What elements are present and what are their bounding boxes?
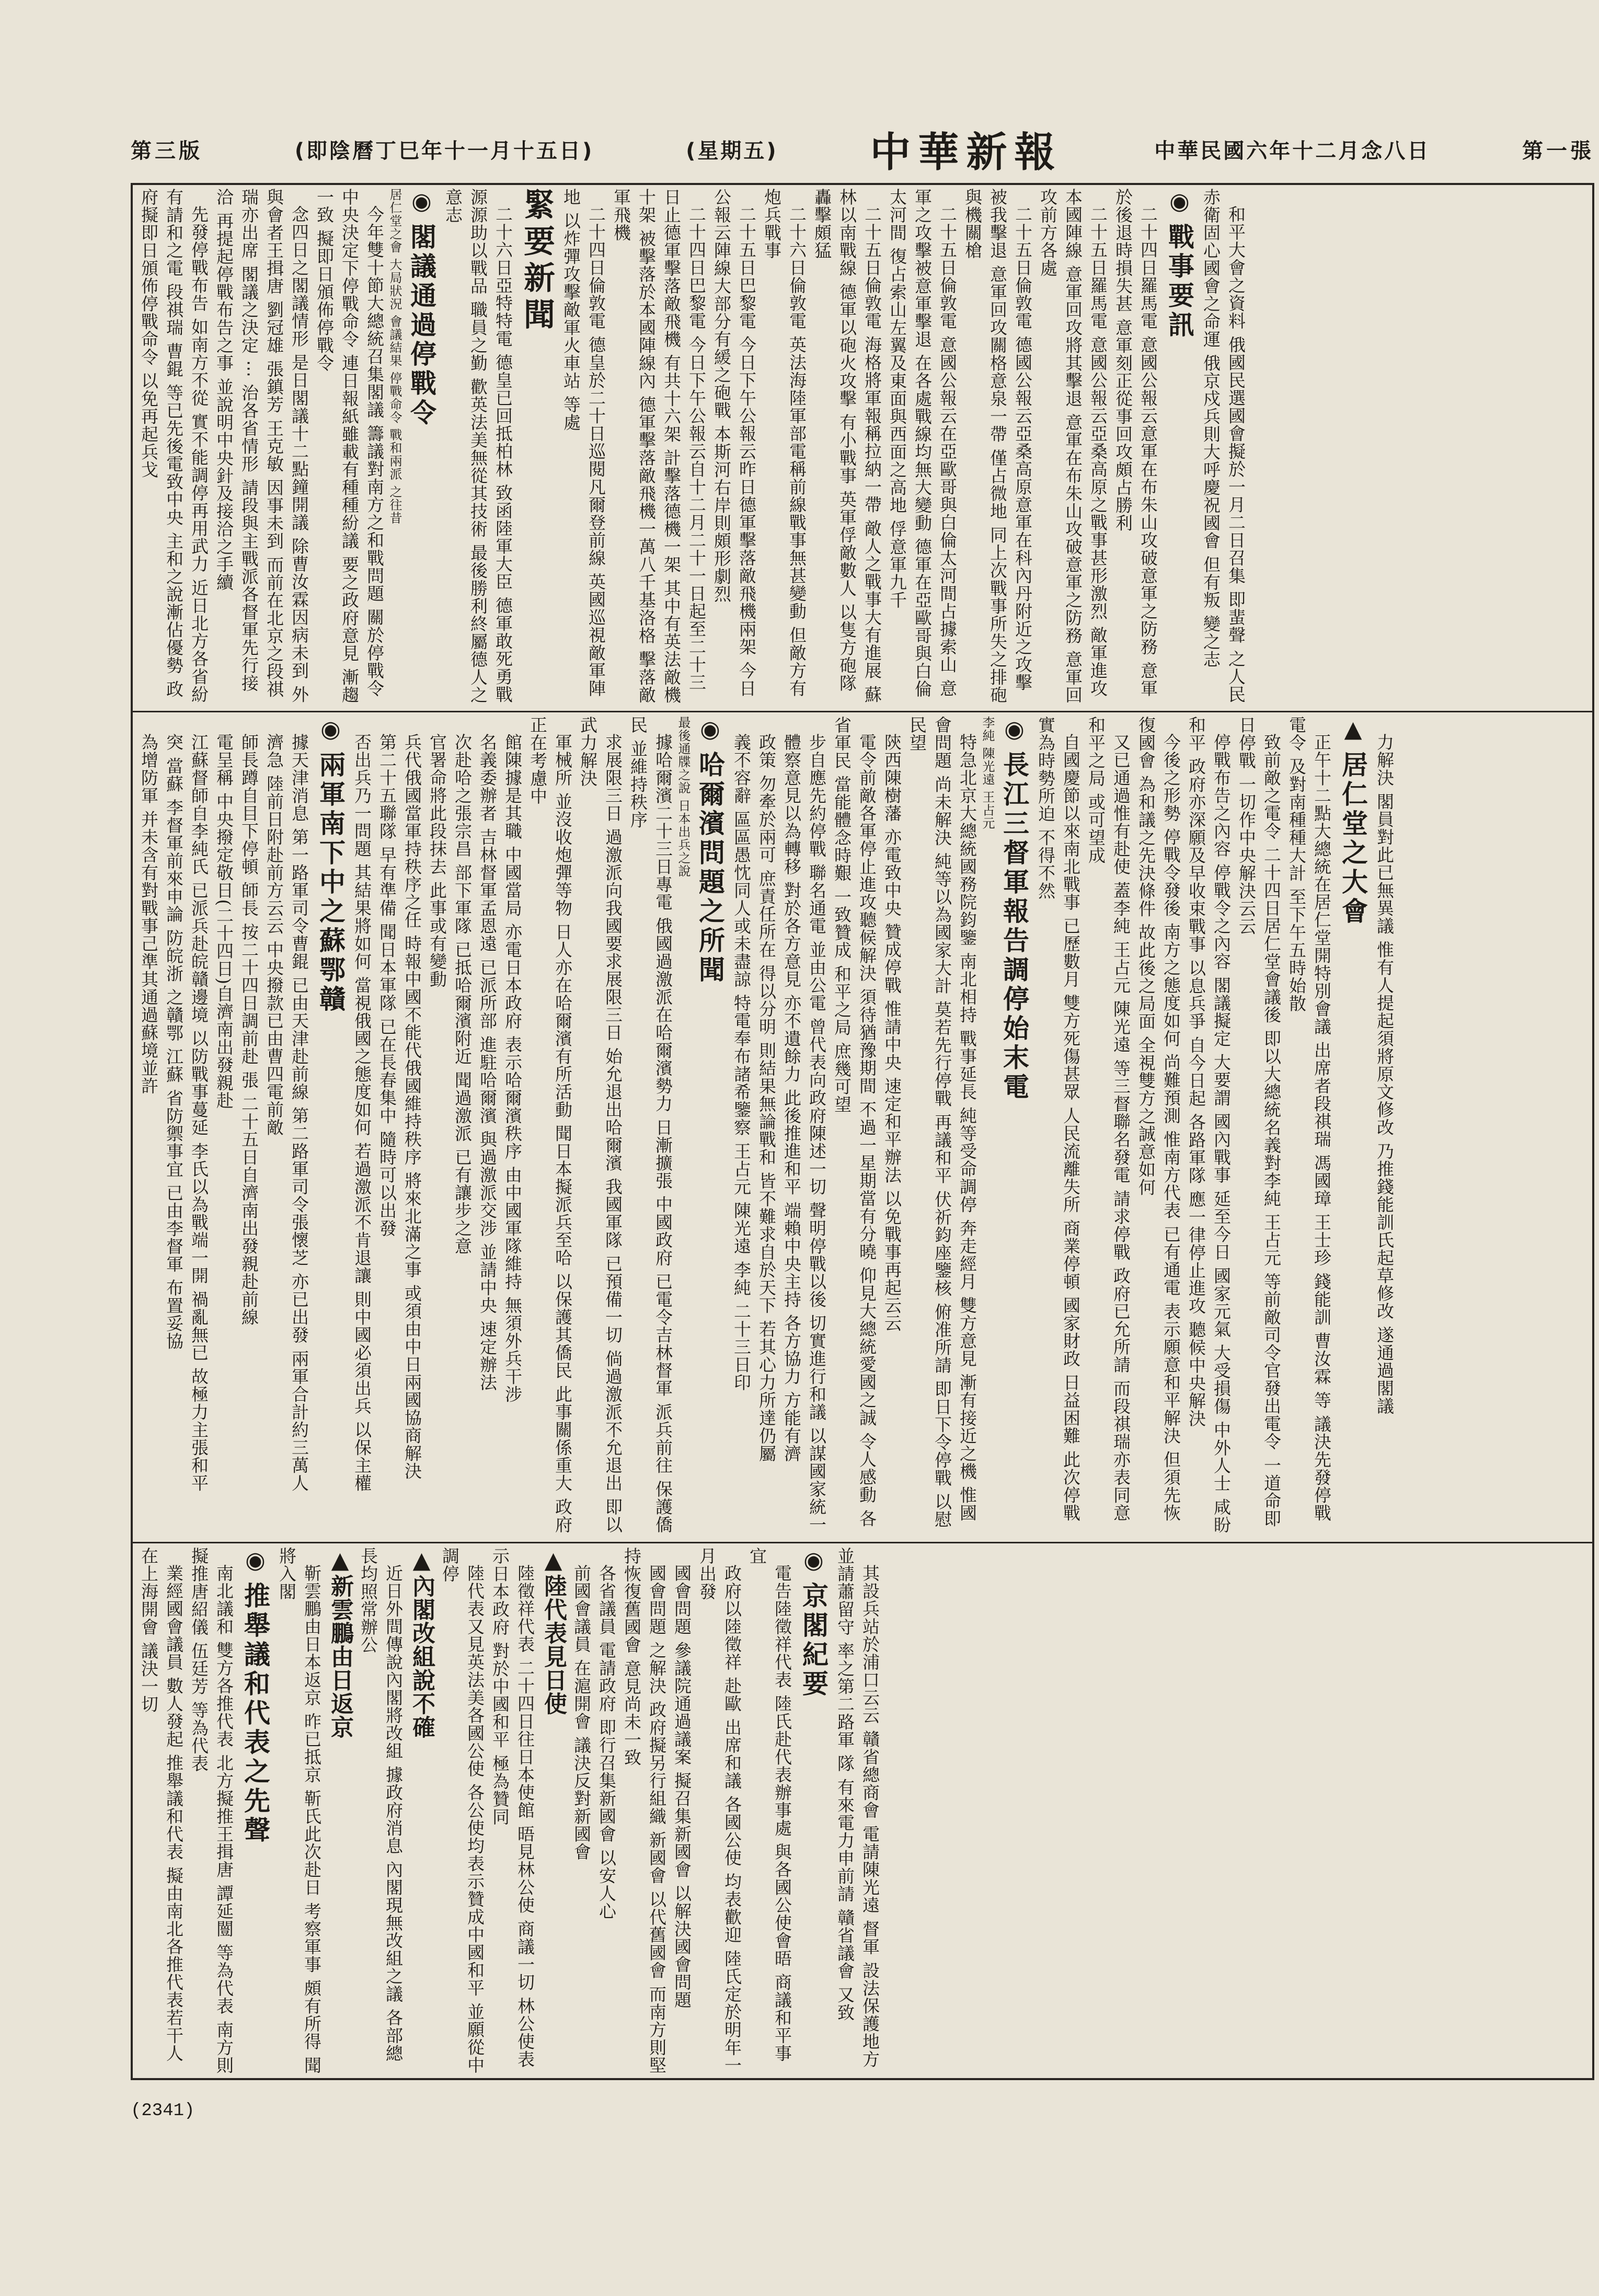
bullet-icon: ▲ — [540, 1547, 567, 1574]
elect-para: 南北議和 雙方各推代表 北方擬推王揖唐 譚延闓 等為代表 南方則擬推唐紹儀 伍廷芳 等為代表 — [189, 1547, 234, 2074]
twoarmy-para: 濟急 陸前日附赴前方云云 中央撥款已由曹四電前敵 — [264, 733, 284, 1136]
war-para: 二十五日倫敦電 德國公報云亞桑高原意軍在科內丹附近之攻擊 被我擊退 意軍回攻關格意泉一帶 僅占微地 同上次戰事所失之排砲與機關槍 — [962, 188, 1033, 704]
lu-para: 陸代表又見英法美各國公使 各公使均表示贊成中國和平 並願從中調停 — [440, 1547, 485, 2074]
harbin-subheads: 最後通牒之說 日本出兵之說 — [676, 716, 691, 878]
ceasefire-heading: ◉閣議通過停戰令 — [402, 188, 440, 706]
inner-heading: ▲內閣改組說不確 — [408, 1547, 435, 1739]
harbin-para: 官署命將此段抹去 此事或有變動 — [427, 733, 447, 988]
war-para: 二十四日羅馬電 意國公報云意軍在布朱山攻破意軍之防務 意軍於後退時損失甚 意軍刻正從事回攻頗占勝利 — [1113, 188, 1158, 697]
lu-para: 陸徵祥代表 二十四日往日本使館 晤見林公使 商議一切 林公使表示日本政府 對於中國和平 極為贊同 — [490, 1547, 535, 2068]
juren-para: 又已通過惟有赴使 蓋李純 王占元 陳光遠 等三督聯名發電 請求停戰 政府已允所請 而段祺瑞亦表同意 和平之局 或可望成 — [1086, 716, 1131, 1522]
lunar-date: (即陰曆丁巳年十一月十五日) — [294, 139, 594, 163]
bullet-icon: ◉ — [242, 1547, 269, 1577]
bullet-icon: ◉ — [317, 716, 344, 746]
bottom-flow — [136, 1547, 882, 2075]
harbin-para: 軍械所 並沒收炮彈等物 日人亦在哈爾濱有所活動 聞日本擬派兵至哈 以保護其僑民 此事關係重大 政府正在考慮中 — [527, 716, 573, 1533]
yangtze-para: 體察意見以為轉移 對於各方意見 亦不遺餘力 此後推進和平 端賴中央主持 各方協力 方能有濟 — [781, 733, 802, 1462]
jinghua-heading: ◉京閣紀要 — [795, 1547, 832, 2075]
section-label: 第一張 — [1522, 139, 1594, 163]
tier-divider — [131, 1542, 1594, 1543]
urgent-para: 二十六日亞特特電 德皇已回抵柏林 致函陸軍大臣 德軍敢死勇戰 源源助以戰品 職員之勤 歡英法美無從其技術 最後勝利終屬德人之意志 — [443, 188, 513, 704]
war-para: 二十五日倫敦電 海格將軍報稱拉納一帶 敵人之戰事大有進展 蘇林以南戰線 德軍以砲火攻擊 有小戰事 英軍俘敵數人 以隻方砲隊轟擊頗猛 — [812, 188, 882, 703]
harbin-para: 否出兵乃一問題 其結果將如何 當視俄國之態度如何 若過激派不肯退讓 則中國必須出兵 以保主權 — [352, 733, 372, 1492]
page-number-label — [131, 134, 203, 164]
harbin-para: 據哈爾濱二十三日專電 俄國過激派在哈爾濱勢力 日漸擴張 中國政府 已電令吉林督軍 派兵前往 保護僑民 並維持秩序 — [628, 716, 673, 1533]
masthead — [131, 120, 1594, 178]
juren-para: 停戰布告之內容 停戰令之內容 閣議擬定 大要謂 國內戰事 延至今日 國家元氣 大受損傷 中外人士 咸盼和平 政府亦深願及早收束戰事 以息兵爭 自今日起 各路軍隊 應一律停止進攻 聽候中央解決 — [1186, 716, 1232, 1534]
twoarmy-para: 師長蹲自目下停頓 師長 按二十四日調前赴 張 二十五日自濟南出發親赴前線 — [239, 733, 259, 1326]
yangtze-para: 電令前敵各軍停止進攻聽候解決 須待猶豫期間 不過一星期當有分曉 仰見大總統愛國之誠 令人感動 各省軍民 當能體念時艱 一致贊成 和平之局 庶幾可望 — [832, 716, 877, 1528]
harbin-para: 名義委辦者 吉林督軍孟恩遠 已派所部 進駐哈爾濱 與過激派交涉 並請中央 速定辦法 — [477, 733, 498, 1391]
juren-para: 正午十二點大總統在居仁堂開特別會議 出席者段祺瑞 馮國璋 王士珍 錢能訓 曹汝霖 等 議決先發停戰電令 及對南種種大計 至下午五時始散 — [1286, 716, 1332, 1522]
middle-lead: 力解決 閣員對此已無異議 惟有人提起須將原文修改 乃推錢能訓氏起草修改 遂通過閣議 — [1374, 733, 1395, 1415]
ceasefire-para: 念四日之閣議情形 是日閣議十二點鐘開議 除曹汝霖因病未到 外與會者王揖唐 劉冠雄 張鎮芳 王克敏 因事未到 而前在北京之段祺瑞亦出席 閣議之決定 ⋯ 治各省情形 請段與主戰派各督軍先行接洽 再提起停戰布告之事 並說明中央針及接洽之手續 — [214, 188, 309, 703]
war-para: 二十四日倫敦電 德皇於二十日巡閱凡爾登前線 英國巡視敵軍陣地 以炸彈攻擊敵軍火車站 等處 — [561, 188, 606, 697]
top-lead: 和平大會之資料 俄國民選國會擬於一月二日召集 即蜚聲 之人民赤衛固心國會之命運 俄京戍兵則大呼慶祝國會 但有叛 變之志 — [1201, 188, 1246, 703]
jinghua-para: 各省議員 電請政府 即行召集新國會 以安人心 — [596, 1564, 617, 1920]
harbin-para: 兵代俄國當軍持秩序之任 時報中國不能代俄國維持秩序 將來北滿之事 或須由中日兩國協商解決 — [402, 733, 422, 1480]
newspaper-title: 中華新報 — [870, 129, 1063, 176]
top-flow — [136, 188, 1248, 706]
yangtze-para: 陝西陳樹藩 亦電致中央 贊成停戰 惟請中央 速定和平辦法 以免戰事再起云云 — [882, 733, 902, 1332]
bullet-icon: ◉ — [697, 716, 723, 746]
footer-page-number: (2341) — [131, 2101, 195, 2121]
cloud-para: 靳雲鵬由日本返京 昨已抵京 靳氏此次赴日 考察軍事 頗有所得 聞將入閣 — [277, 1547, 322, 2074]
harbin-para: 館陳據是其職 中國當局 亦電日本政府 表示哈爾濱秩序 由中國軍隊維持 無須外兵干涉 — [502, 733, 523, 1403]
bullet-icon: ◉ — [1166, 188, 1193, 218]
lu-heading: ▲陸代表見日使 — [540, 1547, 567, 1715]
harbin-para: 次赴哈之張宗昌 部下軍隊 已抵哈爾濱附近 聞過激派 已有讓步之意 — [452, 733, 473, 1255]
jinghua-para: 國會問題 參議院通過議案 擬召集新國會 以解決國會問題 — [672, 1564, 692, 2009]
bottom-tier — [136, 1547, 1589, 2075]
twoarmy-heading: ◉兩軍南下中之蘇鄂贛 — [312, 716, 349, 1537]
yangtze-para: 步自應先約停戰 聯名通電 並由公電 曾代表向政府陳述一切 聲明停戰以後 切實進行和議 以謀國家統一 — [807, 733, 827, 1533]
war-para: 二十五日巴黎電 今日下午公報云昨日德軍擊落敵飛機兩架 今日公報云陣線大部分有緩之砲戰 本斯河右岸則頗形劇烈 — [711, 188, 757, 697]
jinghua-para: 國會問題 之解決 政府擬另行組織 新國會 以代舊國會 而南方則堅持恢復舊國會 意見尚未一致 — [622, 1547, 667, 2074]
ceasefire-subheads: 居仁堂之會 大局狀況 會議結果 停戰命令 戰和兩派 之往昔 — [387, 188, 402, 525]
harbin-para: 第二十五聯隊 早有準備 聞日本軍隊 已在長春集中 隨時可以出發 — [377, 733, 397, 1237]
weekday: (星期五) — [686, 139, 778, 163]
page-no: 第三版 — [131, 139, 203, 163]
elect-heading: ◉推舉議和代表之先聲 — [236, 1547, 274, 2075]
elect-para: 業經國會議員 數人發起 推舉議和代表 擬由南北各推代表若干人 在上海開會 議決一切 — [139, 1547, 184, 2062]
harbin-heading: ◉哈爾濱問題之所聞 — [691, 716, 729, 1537]
twoarmy-para: 據天津消息 第一路軍司令曹錕 已由天津赴前線 第二路軍司令張懷芝 亦已出發 兩軍合計約三萬人 — [289, 733, 309, 1492]
twoarmy-para: 電呈稱 中央撥定敬日(二十四日)自濟南出發親赴 — [214, 733, 234, 1110]
war-para: 二十五日羅馬電 意國公報云亞桑高原之戰事甚形激烈 敵軍進攻本國陣線 意軍回攻將其擊退 意軍在布朱山攻破意軍之防務 意軍回攻前方各處 — [1038, 188, 1108, 704]
bullet-icon: ◉ — [800, 1547, 827, 1577]
juren-heading: ▲居仁堂之大會 — [1334, 716, 1372, 1537]
bullet-icon: ▲ — [1340, 716, 1366, 746]
war-para: 二十四日巴黎電 今日下午公報云自十二月二十一日起至二十三日止德軍擊落敵飛機 有共十六架 計擊落德機一架 其中有英法敵機十架 被擊落於本國陣線內 德軍擊落敵飛機一萬八千基洛格 擊落敵軍飛機 — [611, 188, 707, 704]
war-para: 二十六日倫敦電 英法海陸軍部電稱前線戰事無甚變動 但敵方有炮兵戰事 — [762, 188, 807, 697]
harbin-para: 求展限三日 過激派向我國要求展限三日 始允退出哈爾濱 我國軍隊 已預備一切 倘過激派不允退出 即以武力解決 — [578, 716, 623, 1533]
war-para: 二十五日倫敦電 意國公報云在亞歐哥與白倫太河間占據索山 意軍之攻擊被意軍擊退 在各處戰線均無大變動 德軍在亞歐哥與白倫太河間 復占索山左翼及東面與西面之高地 俘意軍九千 — [887, 188, 958, 698]
bullet-icon: ◉ — [1001, 716, 1028, 746]
twoarmy-para: 突 當蘇 李督軍前來申論 防皖浙 之贛鄂 江蘇 省防禦事宜 已由李督軍 布置妥協 — [164, 733, 184, 1350]
jinghua-para: 政府以陸徵祥 赴歐 出席和議 各國公使 均表歡迎 陸氏定於明年一月出發 — [697, 1547, 742, 2074]
tier-divider — [131, 711, 1594, 712]
twoarmy-para: 為增防軍 并未含有對戰事己準其通過蘇境並許 — [139, 733, 159, 1095]
middle-tier — [136, 716, 1589, 1537]
juren-para: 致前敵之電令 二十四日居仁堂會議後 即以大總統名義對李純 王占元 等前敵司令官發出電令 一道命即日停戰 一切作中央解決云云 — [1236, 716, 1282, 1528]
ceasefire-para: 先發停戰布告 如南方不從 實不能調停再用武力 近日北方各省紛有請和之電 段祺瑞 曹錕 等已先後電致中央 主和之說漸佔優勢 政府擬即日頒佈停戰命令 以免再起兵戈 — [139, 188, 209, 703]
yangtze-para: 政策 勿牽於兩可 庶責任所在 得以分明 則結果無論戰和 皆不難求自於天下 若其心力所達仍屬 — [756, 733, 777, 1462]
cloud-heading: ▲新雲鵬由日返京 — [327, 1547, 353, 1739]
harbin-lead: 義不容辭 區區愚忱同人或未盡諒 特電奉布諸希鑒察 王占元 陳光遠 李純 二十三日印 — [731, 733, 752, 1391]
bullet-icon: ◉ — [408, 188, 435, 218]
jinghua-para: 前國會議員 在滬開會 議決反對新國會 — [571, 1564, 592, 1861]
inner-para: 近日外間傳說內閣將改組 據政府消息 內閣現無改組之議 各部總長均照常辦公 — [358, 1547, 404, 2062]
war-heading: ◉戰事要訊 — [1160, 188, 1198, 706]
middle-flow — [136, 716, 1397, 1537]
yangtze-heading: ◉長江三督軍報告調停始末電 — [995, 716, 1033, 1537]
juren-para: 自國慶節以來南北戰事 已歷數月 雙方死傷甚眾 人民流離失所 商業停頓 國家財政 日益困難 此次停戰 實為時勢所迫 不得不然 — [1036, 716, 1081, 1522]
urgent-news-heading: 緊要新聞 — [519, 188, 555, 334]
twoarmy-para: 江蘇督師自李純氏 已派兵赴皖贛邊境 以防戰事蔓延 李氏以為戰端一開 禍亂無已 故極力主張和平 — [189, 733, 209, 1492]
bullet-icon: ▲ — [327, 1547, 353, 1574]
ceasefire-para: 今年雙十節大總統召集閣議 籌議對南方之和戰問題 關於停戰令 中央決定下停戰命令 連日報紙雖載有種種紛議 要之政府意見 漸趨一致 擬即日頒佈停戰令 — [314, 188, 385, 704]
bullet-icon: ▲ — [408, 1547, 435, 1574]
jinghua-para: 電告陸徵祥代表 陸氏赴代表辦事處 與各國公使會晤 商議和平事宜 — [747, 1547, 792, 2062]
top-tier — [136, 188, 1589, 706]
yangtze-subheads: 李純 陳光遠 王占元 — [980, 716, 995, 830]
yangtze-para: 特急北京大總統國務院鈞鑒 南北相持 戰事延長 純等受命調停 奔走經月 雙方意見 漸有接近之機 惟國會問題 尚未解決 純等以為國家大計 莫若先行停戰 再議和平 伏祈鈞座鑒核 俯准所請 即日下令停戰 以慰民望 — [907, 716, 977, 1528]
roc-date: 中華民國六年十二月念八日 — [1154, 139, 1431, 163]
juren-para: 今後之形勢 停戰令發後 南方之態度如何 尚難預測 惟南方代表 已有通電 表示願意和平解決 但須先恢復國會 為和議之先決條件 故此後之局面 全視雙方之誠意如何 — [1136, 716, 1181, 1522]
bottom-lead: 其設兵站於浦口云云 贛省總商會 電請陳光遠 督軍 設法保護地方 並請蕭留守 率之第二路軍 隊 有來電力申前請 贛省議會 又致 — [835, 1547, 880, 2068]
